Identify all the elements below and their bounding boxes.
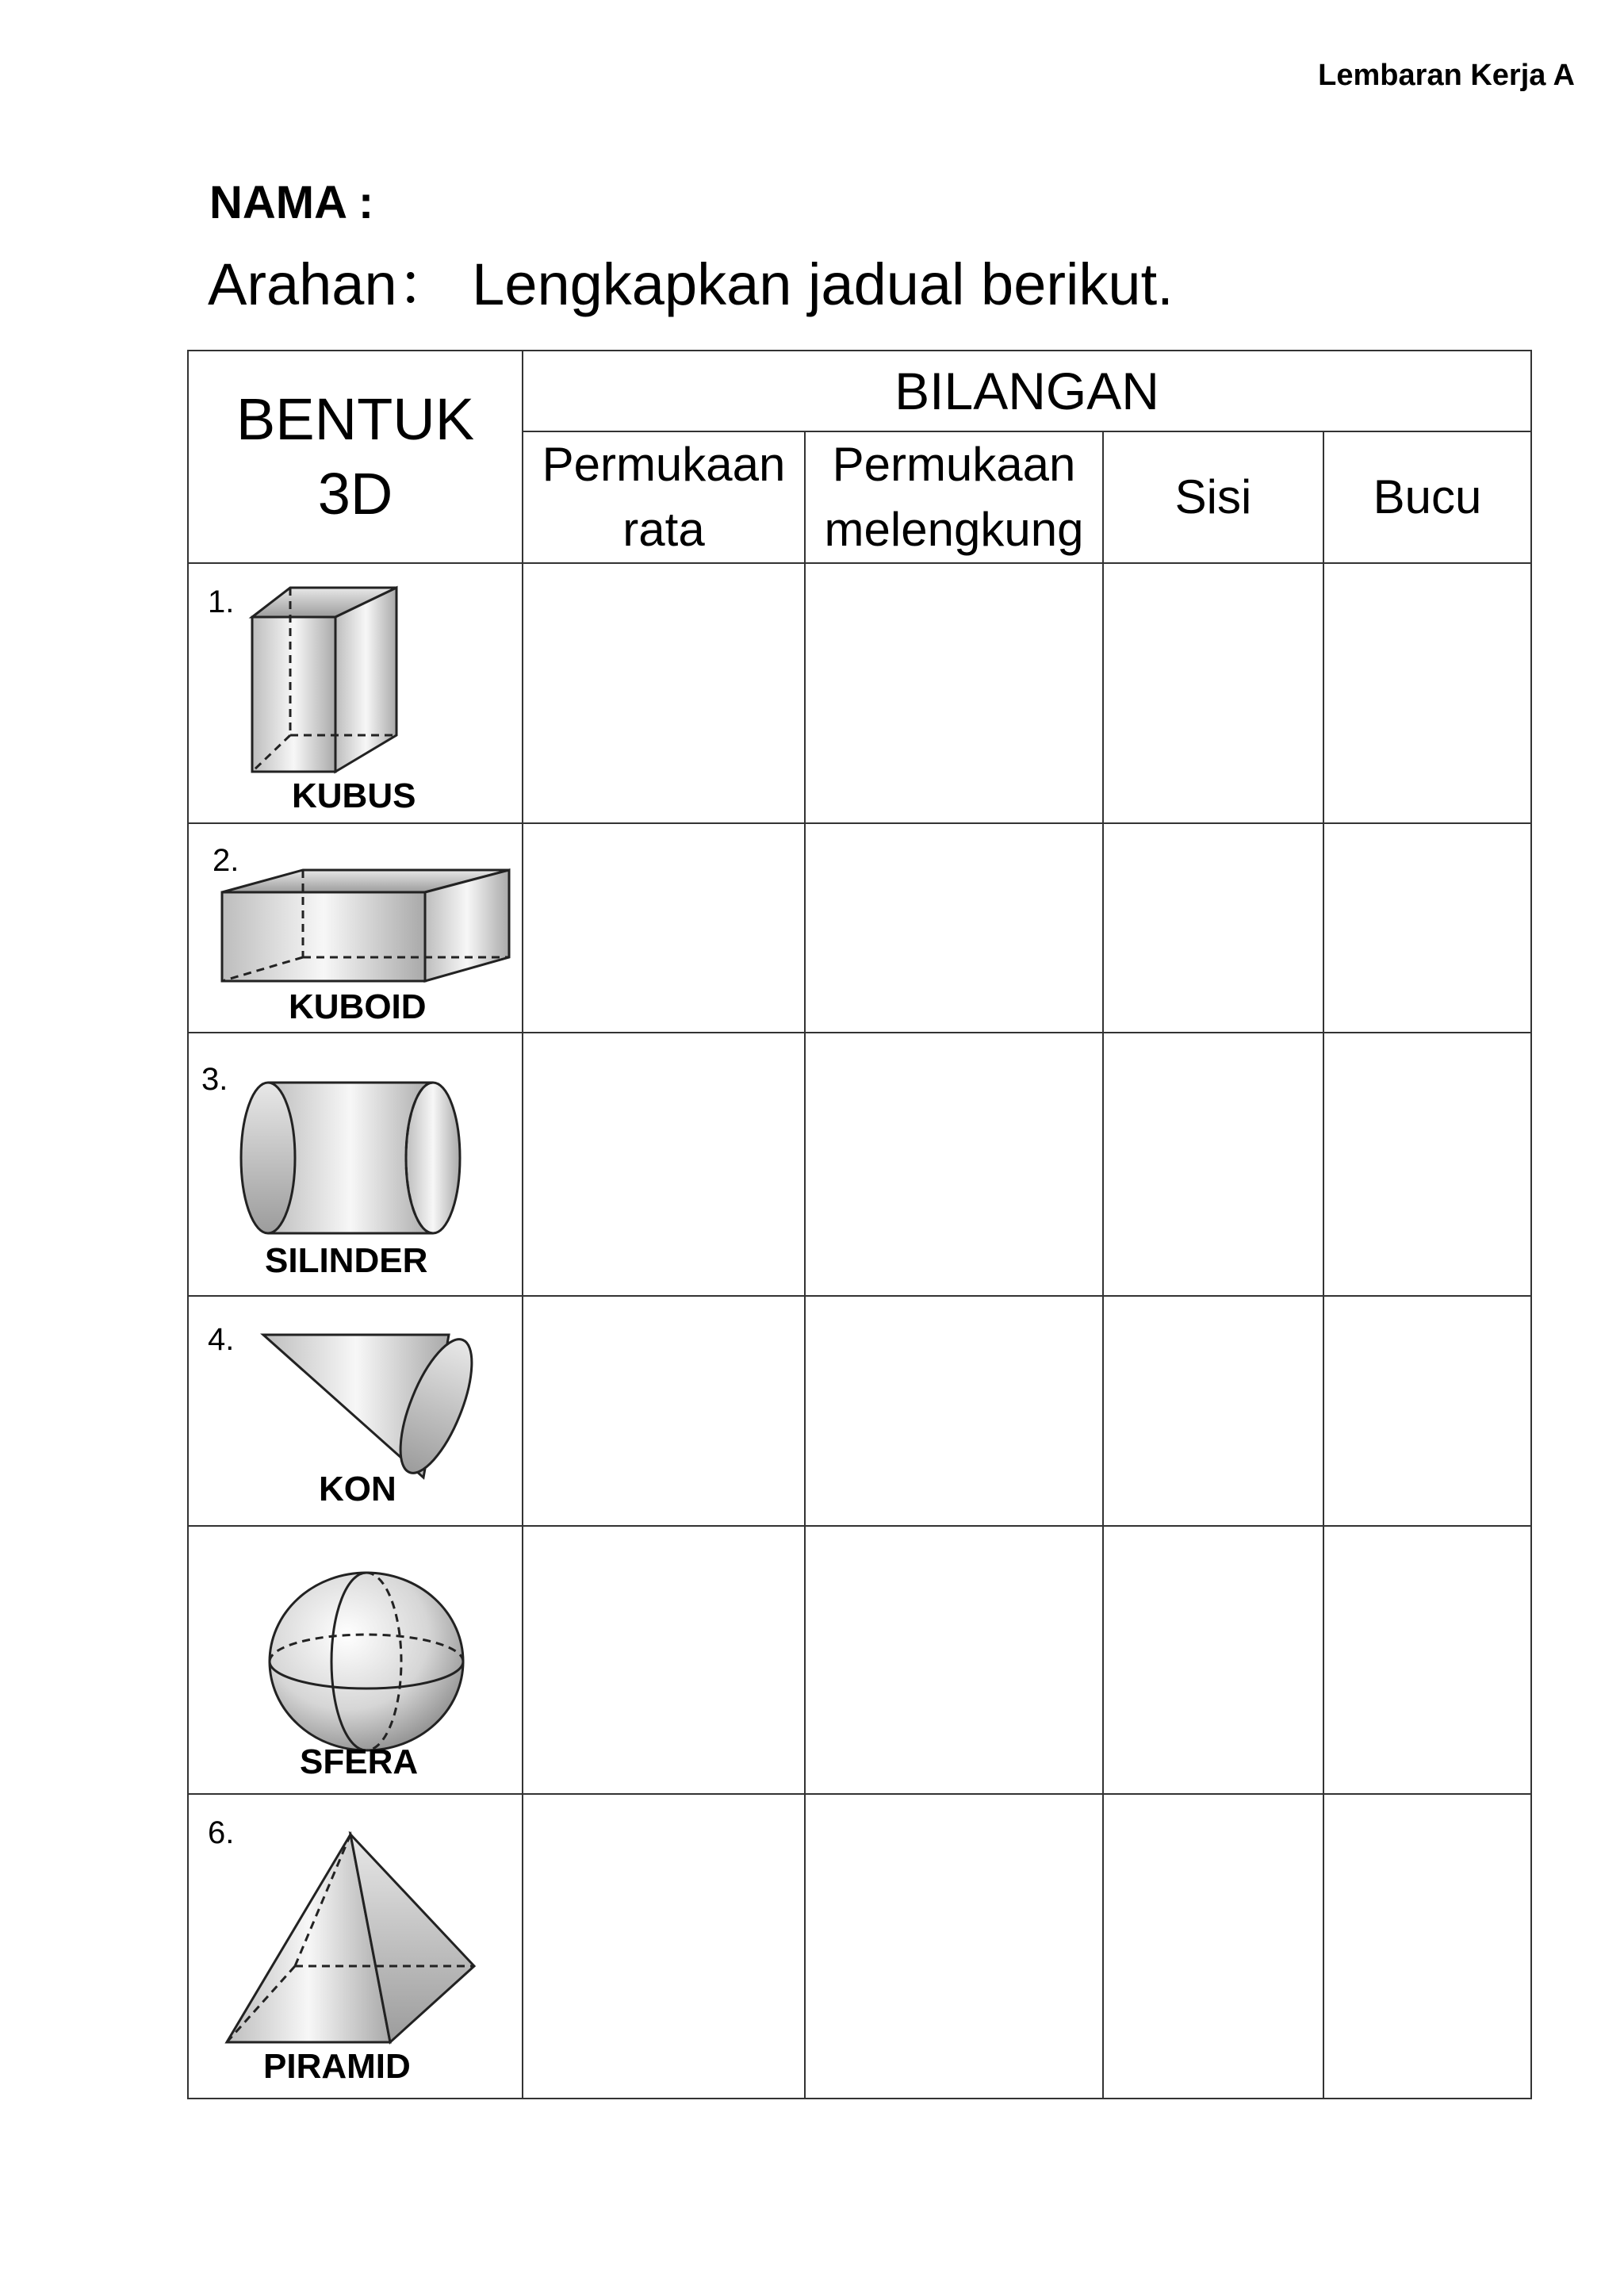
table-row — [188, 563, 1531, 823]
curved-faces-line2: melengkung — [824, 503, 1084, 556]
pyramid-icon — [224, 1831, 477, 2045]
shape-cell — [188, 1296, 523, 1526]
row-number: 6. — [208, 1815, 235, 1850]
flat-faces-answer[interactable] — [523, 563, 805, 823]
vertices-answer[interactable] — [1323, 1526, 1531, 1794]
curved-faces-header — [805, 431, 1103, 563]
flat-faces-header — [523, 431, 805, 563]
shape-cell — [188, 1033, 523, 1296]
instruction: Arahan： Lengkapkan jadual berikut. — [208, 251, 1174, 317]
shape-name: SILINDER — [265, 1241, 428, 1280]
shape-cell — [188, 1794, 523, 2099]
table-row — [188, 1794, 1531, 2099]
shape-column-header — [188, 351, 523, 563]
cuboid-icon — [217, 865, 512, 986]
table-row — [188, 1526, 1531, 1794]
shape-name: KUBOID — [289, 987, 427, 1026]
edges-answer[interactable] — [1103, 823, 1323, 1033]
shape-cell — [188, 823, 523, 1033]
table-row — [188, 823, 1531, 1033]
row-number: 1. — [208, 585, 235, 619]
vertices-header: Bucu — [1323, 431, 1531, 563]
shape-name: PIRAMID — [263, 2047, 411, 2086]
curved-faces-answer[interactable] — [805, 1526, 1103, 1794]
curved-faces-answer[interactable] — [805, 1296, 1103, 1526]
shape-name: KON — [319, 1470, 396, 1508]
vertices-answer[interactable] — [1323, 823, 1531, 1033]
flat-faces-line1: Permukaan — [542, 438, 786, 491]
count-group-header: BILANGAN — [523, 351, 1531, 431]
shape-name: SFERA — [300, 1742, 419, 1781]
shape-header-line1: BENTUK — [236, 386, 475, 452]
row-number: 2. — [213, 843, 239, 878]
worksheet-table — [187, 350, 1532, 2099]
flat-faces-answer[interactable] — [523, 1526, 805, 1794]
edges-answer[interactable] — [1103, 1296, 1323, 1526]
shape-cell — [188, 1526, 523, 1794]
cube-icon — [228, 580, 419, 778]
curved-faces-answer[interactable] — [805, 563, 1103, 823]
edges-header: Sisi — [1103, 431, 1323, 563]
vertices-answer[interactable] — [1323, 1033, 1531, 1296]
flat-faces-answer[interactable] — [523, 823, 805, 1033]
cylinder-icon — [236, 1079, 474, 1238]
flat-faces-answer[interactable] — [523, 1296, 805, 1526]
flat-faces-answer[interactable] — [523, 1794, 805, 2099]
vertices-answer[interactable] — [1323, 1296, 1531, 1526]
curved-faces-answer[interactable] — [805, 823, 1103, 1033]
edges-answer[interactable] — [1103, 1526, 1323, 1794]
edges-answer[interactable] — [1103, 1794, 1323, 2099]
shape-cell — [188, 563, 523, 823]
curved-faces-answer[interactable] — [805, 1794, 1103, 2099]
curved-faces-line1: Permukaan — [832, 438, 1076, 491]
vertices-answer[interactable] — [1323, 1794, 1531, 2099]
cone-icon — [260, 1332, 482, 1482]
shape-name: KUBUS — [292, 776, 416, 815]
edges-answer[interactable] — [1103, 1033, 1323, 1296]
sphere-icon — [268, 1571, 466, 1754]
shape-header-line2: 3D — [317, 461, 393, 527]
row-number: 4. — [208, 1322, 235, 1357]
edges-answer[interactable] — [1103, 563, 1323, 823]
sheet-label: Lembaran Kerja A — [1318, 59, 1575, 92]
curved-faces-answer[interactable] — [805, 1033, 1103, 1296]
flat-faces-answer[interactable] — [523, 1033, 805, 1296]
vertices-answer[interactable] — [1323, 563, 1531, 823]
name-label: NAMA : — [209, 177, 374, 228]
table-row — [188, 1033, 1531, 1296]
row-number: 3. — [201, 1062, 228, 1097]
flat-faces-line2: rata — [622, 503, 705, 556]
table-row — [188, 1296, 1531, 1526]
